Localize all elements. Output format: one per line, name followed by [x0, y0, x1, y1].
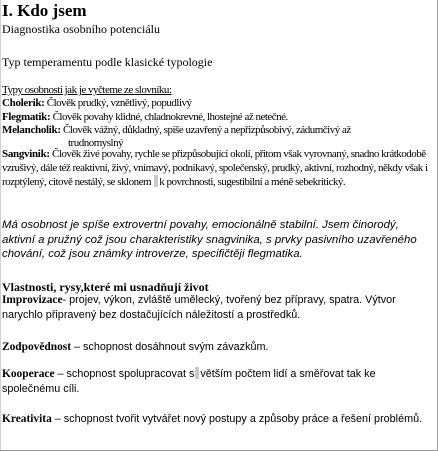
page-edge	[0, 0, 1, 451]
ability-text: – schopnost dosáhnout svým závazkům.	[71, 341, 269, 353]
type-name: Melancholik:	[2, 124, 61, 136]
text-cursor-marker	[154, 175, 158, 187]
type-melancholik	[2, 123, 351, 137]
type-desc: Člověk prudký, vznětlivý, popudlivý	[44, 97, 192, 109]
ability-name: Kreativita	[2, 413, 52, 425]
type-desc-continuation: trudnomyslný	[68, 137, 124, 149]
temperament-line: Typ temperamentu podle klasické typologie	[2, 55, 213, 69]
type-cholerik	[2, 96, 192, 110]
ability-text-end: větším počtem lidí a směřovat tak ke společnému cíli.	[2, 368, 376, 395]
type-flegmatik	[2, 110, 288, 124]
ability-name: Improvizace	[2, 294, 63, 306]
abilities-heading: Vlastnosti, rysy,které mi usnadňují život	[2, 280, 209, 294]
type-desc: Člověk živé povahy, rychle se přizpůsobující okolí, přitom však vyrovnaný, snadno krátkodobě vzrušivý, dále též reaktivní, živý, vnímavý, podnikavý, společenský, prudký, aktivní, rozhodný, někdy však i rozptýlený, citově nestálý, se sklonem	[2, 148, 428, 188]
ability-improvizace	[2, 293, 434, 323]
type-name: Cholerik:	[2, 97, 45, 109]
ability-kreativita	[2, 412, 434, 427]
ability-text: - projev, výkon, zvláště umělecký, tvořený bez přípravy, spatra. Výtvor narychlo připravený bez dostačujících náležitostí a prostředků.	[2, 294, 396, 321]
type-sangvinik	[2, 147, 432, 189]
ability-zodpovednost	[2, 340, 434, 355]
type-desc-end: k povrchnosti, sugestibilní a méně sebekritický.	[159, 176, 346, 188]
conclusion-paragraph: Má osobnost je spíše extrovertní povahy, emocionálně stabilní. Jsem činorodý, aktivní a pružný což jsou charakteristiky snagvinika, s prvky pasivního uzavřeného chování, což jsou známky introverze, specifičtěji flegmatika.	[2, 219, 417, 260]
type-name: Sangvinik:	[2, 148, 50, 160]
ability-name: Zodpovědnost	[2, 341, 72, 353]
ability-text: – schopnost tvořit vytvářet nový postupy a způsoby práce a řešení problémů.	[51, 413, 423, 425]
ability-name: Kooperace	[2, 368, 55, 380]
page-title: I. Kdo jsem	[2, 1, 87, 20]
type-desc: Člověk vážný, důkladný, spíše uzavřený a nepřizpůsobivý, zádumčivý až	[60, 124, 351, 136]
type-name: Flegmatik:	[2, 111, 51, 123]
type-desc: Člověk povahy klidné, chladnokrevné, lhostejné až netečné.	[50, 111, 288, 123]
ability-text: – schopnost spolupracovat s	[54, 368, 195, 380]
ability-kooperace	[2, 367, 434, 397]
subtitle: Diagnostika osobního potenciálu	[2, 22, 160, 36]
types-intro: Typy osobností jak je vyčteme ze slovníku:	[2, 84, 172, 96]
text-cursor-marker	[195, 367, 199, 379]
